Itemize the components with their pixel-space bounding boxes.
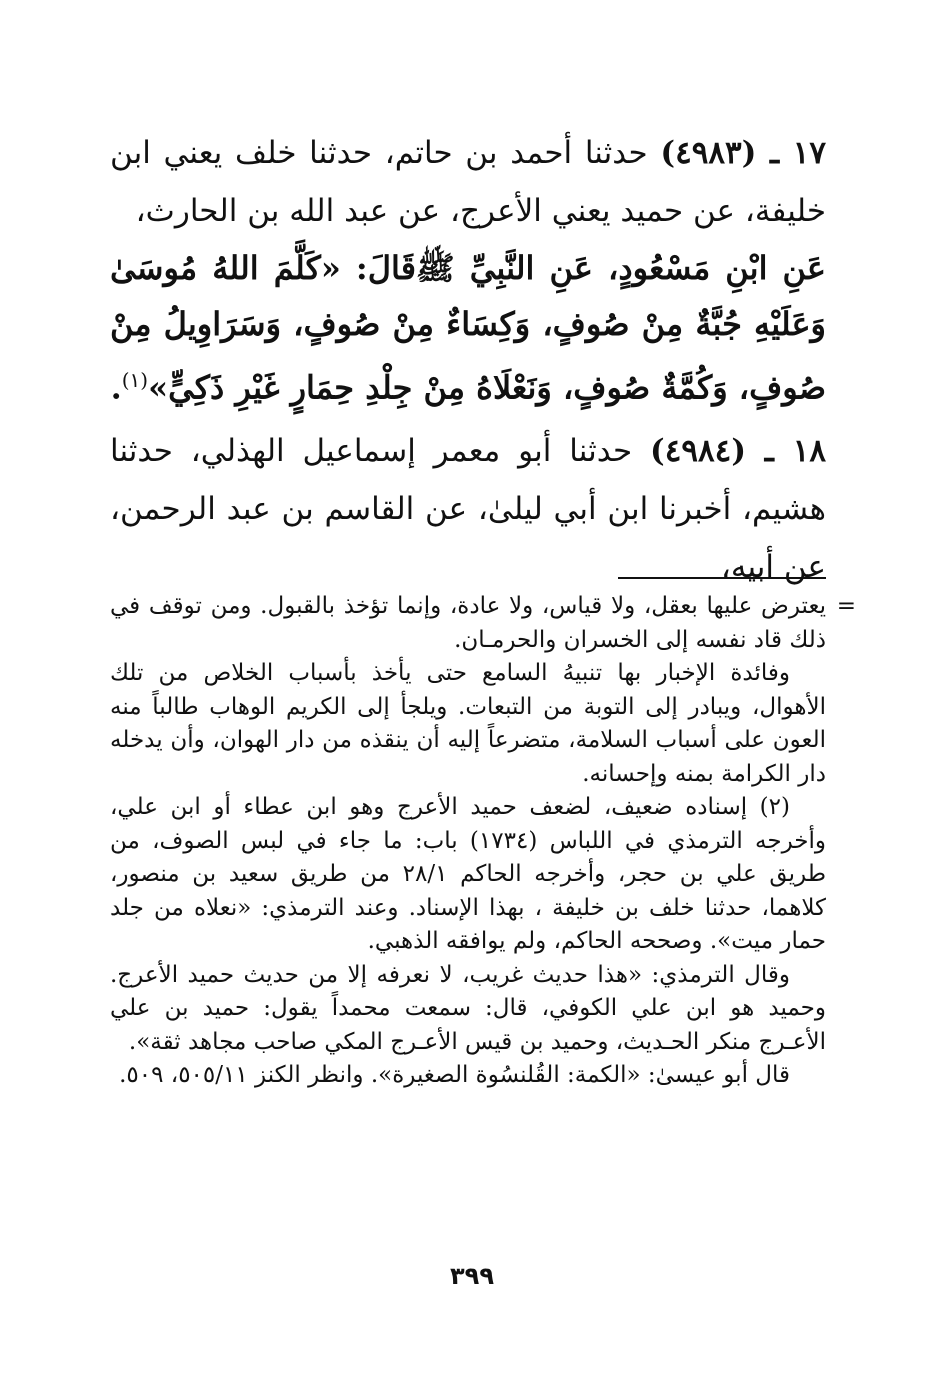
- hadith-17-isnad: [110, 124, 826, 240]
- hadith-17-end-mark: .: [110, 368, 122, 407]
- footnote-2: (٢) إسناده ضعيف، لضعف حميد الأعرج وهو ابن عطاء أو ابن علي، وأخرجه الترمذي في اللباس (١٧٣٤) باب: ما جاء في لبس الصوف، من طريق علي بن حجر، وأخرجه الحاكم ٢٨/١ من طريق سعيد بن منصور، كلاهما، حدثنا خلف بن خليفة ، بهذا الإسناد. وعند الترمذي: «نعلاه من جلد حمار ميت». وصححه الحاكم، ولم يوافقه الذهبي.: [110, 794, 826, 954]
- hadith-17-matn: [110, 240, 826, 416]
- footnote-continuation: [110, 590, 856, 657]
- footnotes-section: [110, 590, 856, 1093]
- main-text: [110, 124, 826, 596]
- continuation-mark: =: [836, 593, 856, 619]
- footnote-reference[interactable]: (١): [121, 368, 149, 392]
- hadith-18-isnad-text: حدثنا أبو معمر إسماعيل الهذلي، حدثنا هشيم، أخبرنا ابن أبي ليلىٰ، عن القاسم بن عبد الرحمن، عن أبيه،: [110, 432, 826, 585]
- footnote-divider: [618, 577, 826, 579]
- hadith-18-number: ١٨ ـ (٤٩٨٤): [650, 432, 827, 469]
- footnote-paragraph: وفائدة الإخبار بها تنبيهُ السامع حتى يأخذ بأسباب الخلاص من تلك الأهوال، ويبادر إلى التوبة من التبعات. ويلجأ إلى الكريم الوهاب طالباً منه العون على أسباب السلامة، متضرعاً إليه أن ينقذه من دار الهوان، وأن يدخله دار الكرامة بمنه وإحسانه.: [110, 660, 826, 787]
- hadith-17-number: ١٧ ـ (٤٩٨٣): [660, 135, 826, 171]
- footnote-paragraph: قال أبو عيسىٰ: «الكمة: القُلنسُوة الصغيرة». وانظر الكنز ٥٠٥/١١، ٥٠٩.: [119, 1062, 790, 1088]
- hadith-17-isnad-text: حدثنا أحمد بن حاتم، حدثنا خلف يعني ابن خليفة، عن حميد يعني الأعرج، عن عبد الله بن الحارث،: [110, 135, 826, 229]
- hadith-18-isnad: [110, 422, 826, 596]
- page-number: ٣٩٩: [450, 1262, 494, 1290]
- footnote-paragraph: وقال الترمذي: «هذا حديث غريب، لا نعرفه إلا من حديث حميد الأعرج. وحميد هو ابن علي الكوفي، قال: سمعت محمداً يقول: حميد بن علي الأعـرج منكر الحـديث، وحميد بن قيس الأعـرج المكي صاحب مجاهد ثقة».: [110, 961, 826, 1055]
- hadith-17-matn-text: عَنِ ابْنِ مَسْعُودٍ، عَنِ النَّبِيِّ ﷺقَالَ: «كَلَّمَ اللهُ مُوسَىٰ وَعَلَيْهِ جُبَّةٌ مِنْ صُوفٍ، وَكِسَاءٌ مِنْ صُوفٍ، وَسَرَاوِيلُ مِنْ صُوفٍ، وَكُمَّةٌ صُوفٍ، وَنَعْلَاهُ مِنْ جِلْدِ حِمَارٍ غَيْرِ ذَكِيٍّ»: [110, 249, 826, 407]
- footnote-continuation-text: يعترض عليها بعقل، ولا قياس، ولا عادة، وإنما تؤخذ بالقبول. ومن توقف في ذلك قاد نفسه إلى الخسران والحرمـان.: [110, 593, 826, 653]
